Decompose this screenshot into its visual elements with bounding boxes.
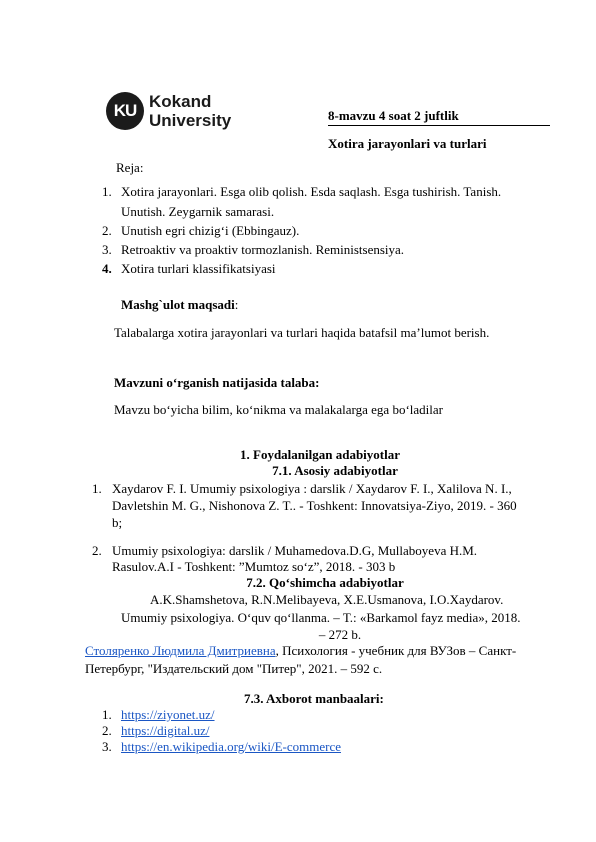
extra-literature-title: 7.2. Qo‘shimcha adabiyotlar xyxy=(246,575,404,590)
plan-label: Reja: xyxy=(116,160,144,175)
literature-item-text: Rasulov.A.I - Toshkent: ”Mumtoz so‘z”, 2018. - 303 b xyxy=(112,559,396,574)
source-link[interactable]: https://en.wikipedia.org/wiki/E-commerce xyxy=(121,739,341,754)
goal-text: Talabalarga xotira jarayonlari va turlari haqida batafsil ma’lumot berish. xyxy=(114,325,490,340)
plan-item-text: Retroaktiv va proaktiv tormozlanish. Reministsensiya. xyxy=(121,242,405,257)
goal-label: Mashg`ulot maqsadi xyxy=(121,297,235,312)
plan-item-text: Xotira turlari klassifikatsiyasi xyxy=(121,261,276,276)
plan-item-num: 4. xyxy=(102,261,112,276)
plan-item-text: Unutish. Zeygarnik samarasi. xyxy=(121,204,275,219)
header-rule xyxy=(328,125,550,126)
literature-item-text: Xaydarov F. I. Umumiy psixologiya : darslik / Xaydarov F. I., Xalilova N. I., xyxy=(112,481,512,496)
literature-item-text: b; xyxy=(112,515,123,530)
plan-item-num: 3. xyxy=(102,242,112,257)
literature-item-text: Umumiy psixologiya: darslik / Muhamedova.D.G, Mullaboyeva H.M. xyxy=(112,543,478,558)
author-link[interactable]: Столяренко Людмила Дмитриевна xyxy=(85,643,276,658)
literature-item-num: 1. xyxy=(92,481,102,496)
logo-line-1: Kokand xyxy=(149,92,212,111)
extra-literature-line: – 272 b. xyxy=(318,627,362,642)
source-link[interactable]: https://digital.uz/ xyxy=(121,723,210,738)
goal-colon: : xyxy=(234,297,239,312)
plan-item-num: 1. xyxy=(102,184,112,199)
literature-title: 1. Foydalanilgan adabiyotlar xyxy=(240,447,400,462)
logo-line-2: University xyxy=(149,111,232,130)
logo-mark: KU xyxy=(106,92,144,130)
goal-heading xyxy=(121,297,238,313)
russian-reference xyxy=(85,643,516,659)
reference-rest: , Психология - учебник для ВУЗов – Санкт- xyxy=(275,643,517,658)
literature-item-num: 2. xyxy=(92,543,102,558)
extra-literature-line: A.K.Shamshetova, R.N.Melibayeva, X.E.Usmanova, I.O.Xaydarov. xyxy=(150,592,504,607)
plan-item-num: 2. xyxy=(102,223,112,238)
logo-wordmark xyxy=(149,92,231,130)
source-num: 2. xyxy=(102,723,112,738)
sources-title: 7.3. Axborot manbaalari: xyxy=(244,691,384,706)
source-num: 1. xyxy=(102,707,112,722)
topic-label: 8-mavzu 4 soat 2 juftlik xyxy=(328,108,459,123)
plan-item-text: Xotira jarayonlari. Esga olib qolish. Esda saqlash. Esga tushirish. Tanish. xyxy=(121,184,502,199)
result-label: Mavzuni o‘rganish natijasida talaba: xyxy=(114,375,320,390)
literature-item-text: Davletshin M. G., Nishonova Z. T.. - Toshkent: Innovatsiya-Ziyo, 2019. - 360 xyxy=(112,498,517,513)
russian-reference-line2: Петербург, "Издательский дом "Питер", 2021. – 592 с. xyxy=(85,661,383,676)
result-text: Mavzu bo‘yicha bilim, ko‘nikma va malakalarga ega bo‘ladilar xyxy=(114,402,443,417)
source-link[interactable]: https://ziyonet.uz/ xyxy=(121,707,215,722)
main-literature-title: 7.1. Asosiy adabiyotlar xyxy=(272,463,398,478)
source-num: 3. xyxy=(102,739,112,754)
university-logo xyxy=(106,90,246,134)
plan-item-text: Unutish egri chizig‘i (Ebbingauz). xyxy=(121,223,300,238)
page-title: Xotira jarayonlari va turlari xyxy=(328,136,487,151)
extra-literature-line: Umumiy psixologiya. O‘quv qo‘llanma. – T.: «Barkamol fayz media», 2018. xyxy=(121,610,521,625)
